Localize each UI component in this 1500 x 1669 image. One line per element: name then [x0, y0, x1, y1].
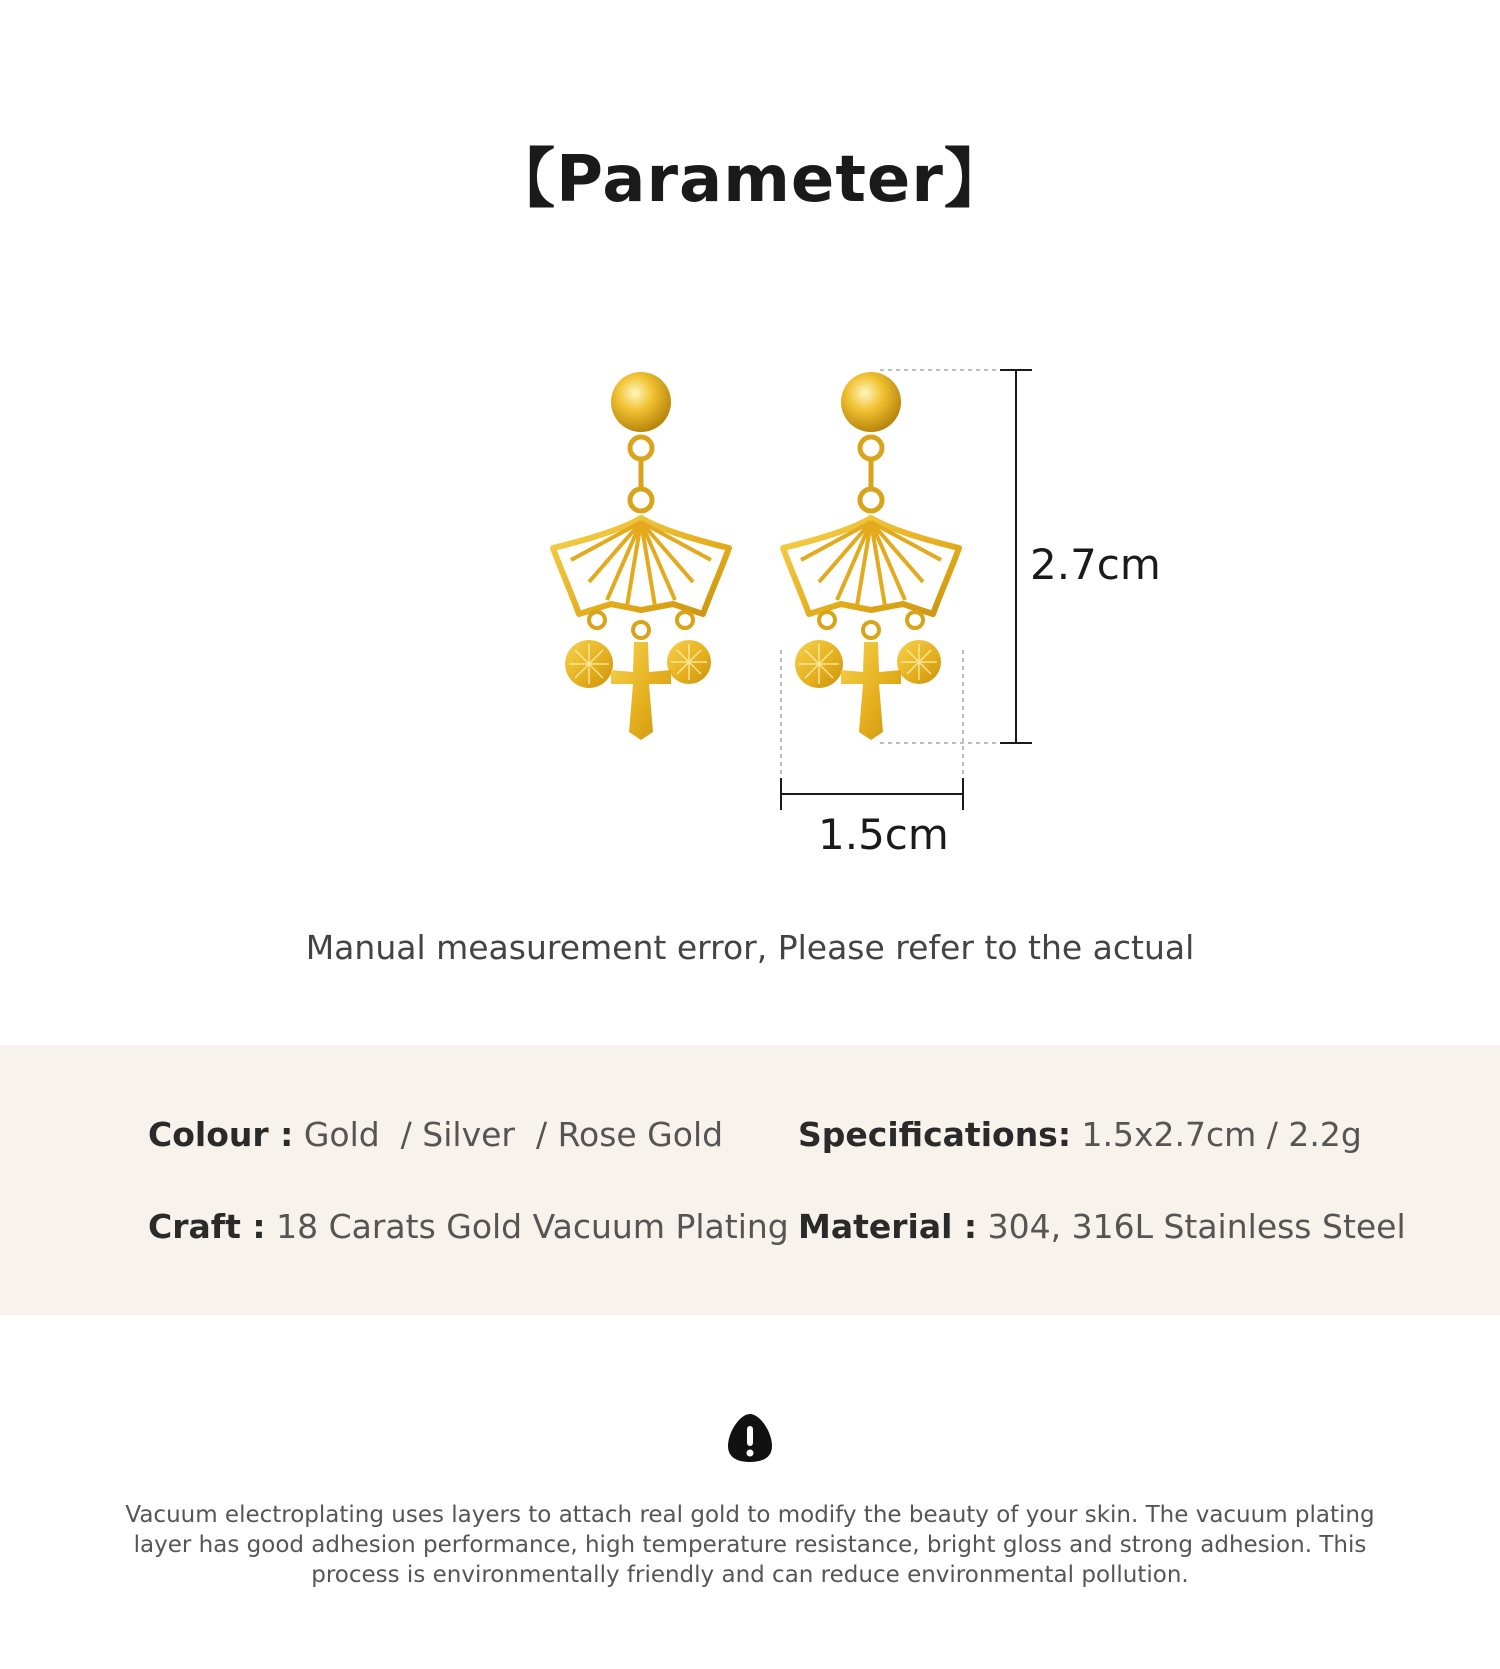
- earring-image: [0, 330, 1500, 890]
- spec-material-value: 304, 316L Stainless Steel: [987, 1207, 1406, 1246]
- spec-specifications-value: 1.5x2.7cm / 2.2g: [1081, 1115, 1362, 1154]
- page-title: 【Parameter】: [491, 143, 1009, 217]
- spec-material: [798, 1207, 1406, 1246]
- product-figure: [0, 330, 1500, 890]
- earring-left: [553, 372, 729, 740]
- spec-craft: [148, 1207, 789, 1246]
- spec-specifications-key: Specifications:: [798, 1115, 1072, 1154]
- spec-craft-key: Craft :: [148, 1207, 266, 1246]
- warning-icon: [726, 1412, 774, 1464]
- measurement-note: Manual measurement error, Please refer to the actual: [305, 928, 1195, 967]
- spec-panel: [0, 1045, 1500, 1315]
- footer-description: Vacuum electroplating uses layers to attach real gold to modify the beauty of your skin. The vacuum plating layer has good adhesion performance, high temperature resistance, bright gloss and strong adhesion. This process is environmentally friendly and can reduce environmental pollution.: [125, 1502, 1375, 1588]
- spec-colour-value: Gold / Silver / Rose Gold: [303, 1115, 724, 1154]
- spec-craft-value: 18 Carats Gold Vacuum Plating: [276, 1207, 789, 1246]
- spec-specifications: [798, 1115, 1362, 1154]
- spec-colour: [148, 1115, 723, 1154]
- width-dimension-label: 1.5cm: [818, 810, 949, 859]
- spec-material-key: Material :: [798, 1207, 978, 1246]
- height-dimension-label: 2.7cm: [1030, 540, 1161, 589]
- dimension-lines: [781, 370, 1032, 810]
- spec-colour-key: Colour :: [148, 1115, 294, 1154]
- earring-right: [783, 372, 959, 740]
